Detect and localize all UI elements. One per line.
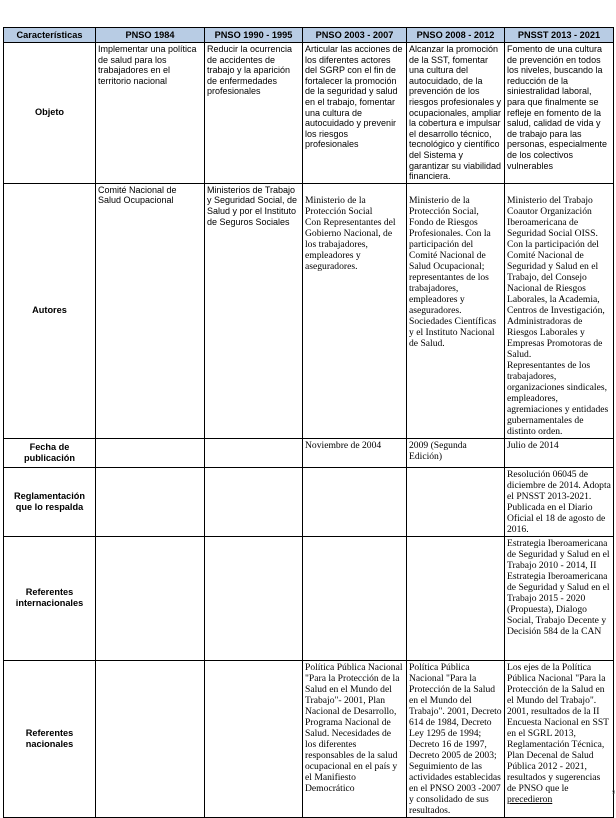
header-pnso-2003-2007: PNSO 2003 - 2007 xyxy=(303,28,407,43)
cell-text: Ministerio de la Protección Social Con Representantes del Gobierno Nacional, de los trabajadores, empleadores y aseguradores. xyxy=(305,194,396,272)
cell-text: Comité Nacional de Salud Ocupacional xyxy=(98,184,177,206)
cell-reglamentacion-2008 xyxy=(407,467,505,536)
cell-text: Implementar una política de salud para los trabajadores en el territorio nacional xyxy=(98,44,197,86)
row-label-autores: Autores xyxy=(4,183,96,438)
page-number: 9 xyxy=(612,790,615,796)
cell-fecha-2013 xyxy=(505,438,614,467)
cell-objeto-2008 xyxy=(407,43,505,184)
cell-internacionales-2008 xyxy=(407,536,505,660)
row-internacionales xyxy=(4,536,614,660)
cell-autores-2003 xyxy=(303,183,407,438)
cell-internacionales-2013 xyxy=(505,536,614,660)
precedieron-link[interactable]: precedieron xyxy=(507,793,553,805)
cell-reglamentacion-1990 xyxy=(205,467,303,536)
row-label-fecha: Fecha de publicación xyxy=(4,438,96,467)
row-label-internacionales: Referentes internacionales xyxy=(4,536,96,660)
row-autores xyxy=(4,183,614,438)
cell-text: Julio de 2014 xyxy=(507,439,559,451)
cell-text: Ministerios de Trabajo y Seguridad Social, de Salud y por el Instituto de Seguros Sociales xyxy=(207,184,298,227)
cell-nacionales-1984 xyxy=(96,660,205,817)
cell-text xyxy=(507,662,611,805)
row-objeto xyxy=(4,43,614,184)
row-label-nacionales: Referentes nacionales xyxy=(4,660,96,817)
cell-text-main: Los ejes de la Política Pública Nacional "Para la Protección de la Salud en el Mundo del Trabajo". 2001, resultados de la II Encuesta Nacional en SST en el SGRL 2013, Reglamentación Técnica, Plan Decenal de Salud Pública 2012 - 2021, resultados y sugerencias de PNSO que le xyxy=(507,661,609,794)
cell-text: Política Pública Nacional "Para la Protección de la Salud en el Mundo del Trabajo". 2001, Decreto 614 de 1984, Decreto Ley 1295 de 1994; Decreto 16 de 1997, Decreto 2005 de 2003; Seguimiento de las actividades establecidas en el PNSO 2003 -2007 y consolidado de sus resultados. xyxy=(409,661,502,816)
cell-autores-1984 xyxy=(96,183,205,438)
cell-objeto-2013 xyxy=(505,43,614,184)
cell-text: Ministerio de la Protección Social, Fondo de Riesgos Profesionales. Con la participación del Comité Nacional de Salud Ocupacional; representantes de los trabajadores, empleadores y aseguradores. Sociedades Científicas y el Instituto Nacional de Salud. xyxy=(409,194,497,349)
cell-text: 2009 (Segunda Edición) xyxy=(409,439,467,462)
cell-objeto-2003 xyxy=(303,43,407,184)
header-pnso-2008-2012: PNSO 2008 - 2012 xyxy=(407,28,505,43)
cell-internacionales-2003 xyxy=(303,536,407,660)
header-pnsst-2013-2021: PNSST 2013 - 2021 xyxy=(505,28,614,43)
row-label-objeto: Objeto xyxy=(4,43,96,184)
cell-text: Articular las acciones de los diferentes actores del SGRP con el fin de fortalecer la promoción de la seguridad y salud en el trabajo, fomentar una cultura de autocuidado y prevenir los riesgos profesionales xyxy=(305,44,403,150)
cell-objeto-1990 xyxy=(205,43,303,184)
cell-text: Política Pública Nacional "Para la Protección de la Salud en el Mundo del Trabajo"- 2001, Plan Nacional de Desarrollo, Programa Nacional de Salud. Necesidades de los diferentes responsables de la salud ocupacional en el país y el Manifiesto Democrático xyxy=(305,661,403,794)
header-row xyxy=(4,28,614,43)
cell-autores-2008 xyxy=(407,183,505,438)
cell-text: Alcanzar la promoción de la SST, fomentar una cultura del autocuidado, de la prevención de los riesgos profesionales y ocupacionales, ampliar la cobertura e impulsar el desarrollo técnico, tecnológico y científico del Sistema y garantizar su viabilidad financiera. xyxy=(409,44,502,182)
cell-nacionales-2003 xyxy=(303,660,407,817)
cell-fecha-2003 xyxy=(303,438,407,467)
cell-text: Fomento de una cultura de prevención en todos los niveles, buscando la reducción de la siniestralidad laboral, para que finalmente se refleje en fomento de la salud, calidad de vida y de trabajo para las personas, especialmente de los colectivos vulnerables xyxy=(507,44,608,171)
characteristics-table xyxy=(3,27,614,818)
row-nacionales xyxy=(4,660,614,817)
cell-text: Noviembre de 2004 xyxy=(305,439,382,451)
cell-text: Resolución 06045 de diciembre de 2014. Adopta el PNSST 2013-2021. Publicada en el Diario Oficial el 18 de agosto de 2016. xyxy=(507,468,611,535)
cell-reglamentacion-2013 xyxy=(505,467,614,536)
row-fecha xyxy=(4,438,614,467)
header-pnso-1990-1995: PNSO 1990 - 1995 xyxy=(205,28,303,43)
cell-fecha-1990 xyxy=(205,438,303,467)
cell-reglamentacion-1984 xyxy=(96,467,205,536)
cell-nacionales-2013 xyxy=(505,660,614,817)
cell-nacionales-2008 xyxy=(407,660,505,817)
cell-internacionales-1990 xyxy=(205,536,303,660)
cell-text: Ministerio del Trabajo Coautor Organización Iberoamericana de Seguridad Social OISS. Con la participación del Comité Nacional de Seguridad y Salud en el Trabajo, del Consejo Nacional de Riesgos Laborales, la Academia, Centros de Investigación, Administradoras de Riesgos Laborales y Empresas Promotoras de Salud. Representantes de los trabajadores, organizaciones sindicales, empleadores, agremiaciones y entidades gubernamentales de distinto orden. xyxy=(507,194,609,437)
row-reglamentacion xyxy=(4,467,614,536)
cell-autores-2013 xyxy=(505,183,614,438)
cell-autores-1990 xyxy=(205,183,303,438)
cell-text: Reducir la ocurrencia de accidentes de trabajo y la aparición de enfermedades profesionales xyxy=(207,44,293,97)
cell-fecha-1984 xyxy=(96,438,205,467)
row-label-reglamentacion: Reglamentación que lo respalda xyxy=(4,467,96,536)
cell-reglamentacion-2003 xyxy=(303,467,407,536)
cell-fecha-2008 xyxy=(407,438,505,467)
cell-objeto-1984 xyxy=(96,43,205,184)
header-pnso-1984: PNSO 1984 xyxy=(96,28,205,43)
cell-internacionales-1984 xyxy=(96,536,205,660)
cell-text: Estrategia Iberoamericana de Seguridad y Salud en el Trabajo 2010 - 2014, II Estrategia Iberoamericana de Seguridad y Salud en el Trabajo 2015 - 2020 (Propuesta), Dialogo Social, Trabajo Decente y Decisión 584 de la CAN xyxy=(507,537,610,637)
header-caracteristicas: Características xyxy=(4,28,96,43)
cell-nacionales-1990 xyxy=(205,660,303,817)
